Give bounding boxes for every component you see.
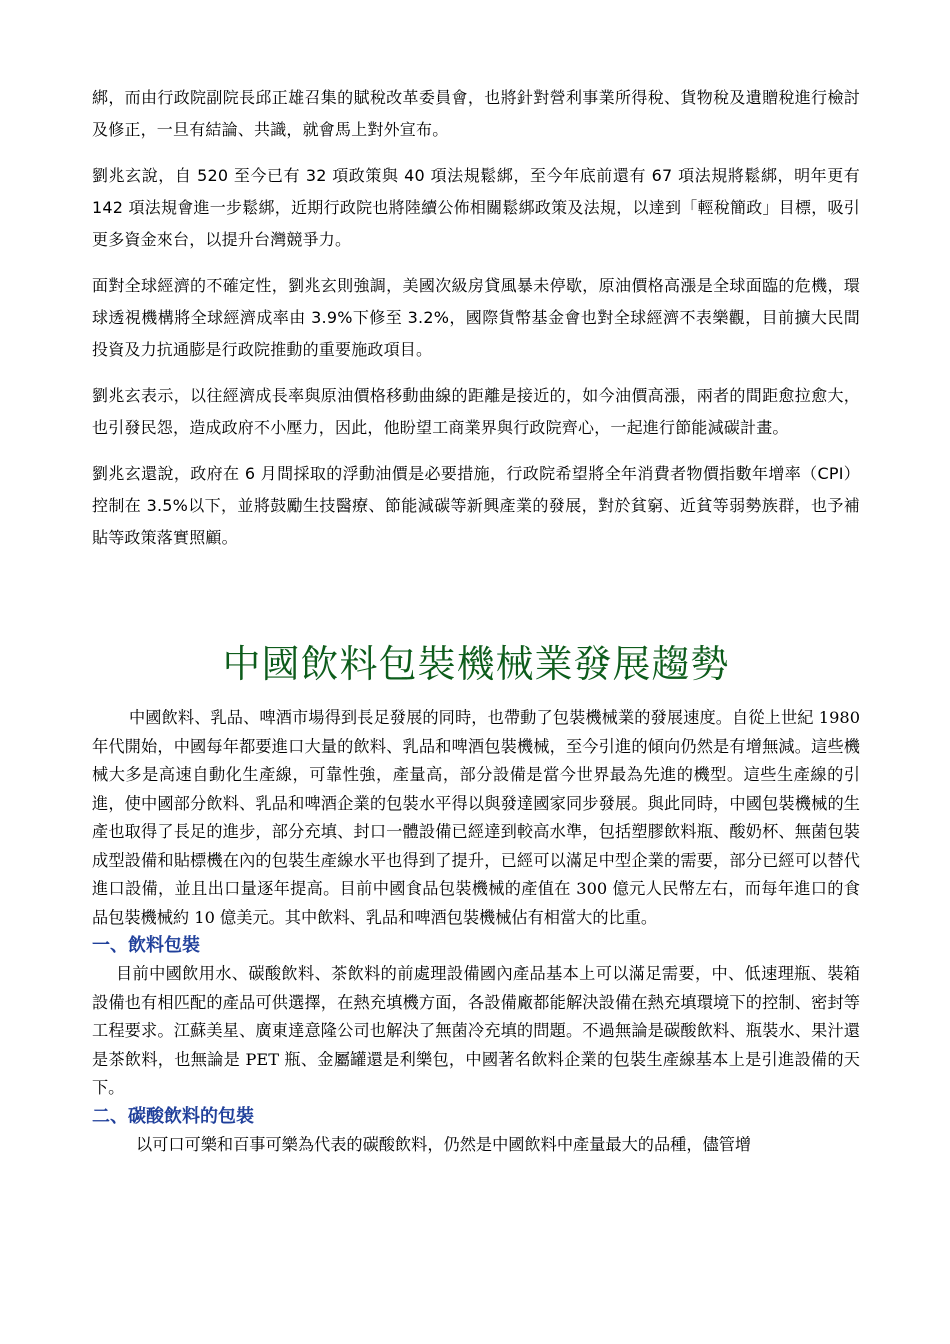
- section-heading-carbonated-packaging: 二、碳酸飲料的包裝: [92, 1105, 254, 1127]
- news-paragraph: 劉兆玄表示，以往經濟成長率與原油價格移動曲線的距離是接近的，如今油價高漲，兩者的間距愈拉愈大，也引發民怨，造成政府不小壓力，因此，他盼望工商業界與行政院齊心，一起進行節能減碳計畫。: [92, 386, 860, 437]
- news-paragraph: 面對全球經濟的不確定性，劉兆玄則強調，美國次級房貸風暴未停歇，原油價格高漲是全球面臨的危機，環球透視機構將全球經濟成率由 3.9%下修至 3.2%，國際貨幣基金會也對全球經濟不表樂觀，目前擴大民間投資及力抗通膨是行政院推動的重要施政項目。: [92, 276, 860, 359]
- section-body-carbonated-packaging: 以可口可樂和百事可樂為代表的碳酸飲料，仍然是中國飲料中產量最大的品種，儘管增: [136, 1134, 752, 1154]
- document-page: [92, 82, 860, 1159]
- article-intro-paragraph: 中國飲料、乳品、啤酒市場得到長足發展的同時，也帶動了包裝機械業的發展速度。自從上世紀 1980 年代開始，中國每年都要進口大量的飲料、乳品和啤酒包裝機械，至今引進的傾向仍然是有增無減。這些機械大多是高速自動化生產線，可靠性強，產量高，部分設備是當今世界最為先進的機型。這些生產線的引進，使中國部分飲料、乳品和啤酒企業的包裝水平得以與發達國家同步發展。與此同時，中國包裝機械的生產也取得了長足的進步，部分充填、封口一體設備已經達到較高水準，包括塑膠飲料瓶、酸奶杯、無菌包裝成型設備和貼標機在內的包裝生產線水平也得到了提升，已經可以滿足中型企業的需要，部分已經可以替代進口設備，並且出口量逐年提高。目前中國食品包裝機械的產值在 300 億元人民幣左右，而每年進口的食品包裝機械約 10 億美元。其中飲料、乳品和啤酒包裝機械佔有相當大的比重。: [92, 708, 860, 927]
- section-heading-beverage-packaging: 一、飲料包裝: [92, 935, 200, 956]
- news-section: [92, 82, 860, 554]
- news-paragraph: 劉兆玄還說，政府在 6 月間採取的浮動油價是必要措施，行政院希望將全年消費者物價指數年增率（CPI）控制在 3.5%以下，並將鼓勵生技醫療、節能減碳等新興產業的發展，對於貧窮、近貧等弱勢族群，也予補貼等政策落實照顧。: [92, 464, 860, 547]
- article-title: 中國飲料包裝機械業發展趨勢: [222, 642, 730, 686]
- article-body: [92, 704, 860, 1159]
- news-paragraph: 綁，而由行政院副院長邱正雄召集的賦稅改革委員會，也將針對營利事業所得稅、貨物稅及遺贈稅進行檢討及修正，一旦有結論、共識，就會馬上對外宣布。: [92, 88, 860, 139]
- news-paragraph: 劉兆玄說，自 520 至今已有 32 項政策與 40 項法規鬆綁，至今年底前還有 67 項法規將鬆綁，明年更有 142 項法規會進一步鬆綁，近期行政院也將陸續公佈相關鬆綁政策及法規，以達到「輕稅簡政」目標，吸引更多資金來台，以提升台灣競爭力。: [92, 166, 860, 249]
- section-body-beverage-packaging: 目前中國飲用水、碳酸飲料、茶飲料的前處理設備國內產品基本上可以滿足需要，中、低速理瓶、裝箱設備也有相匹配的產品可供選擇，在熱充填機方面，各設備廠都能解決設備在熱充填環境下的控制、密封等工程要求。江蘇美星、廣東達意隆公司也解決了無菌冷充填的問題。不過無論是碳酸飲料、瓶裝水、果汁還是茶飲料，也無論是 PET 瓶、金屬罐還是利樂包，中國著名飲料企業的包裝生產線基本上是引進設備的天下。: [92, 964, 860, 1097]
